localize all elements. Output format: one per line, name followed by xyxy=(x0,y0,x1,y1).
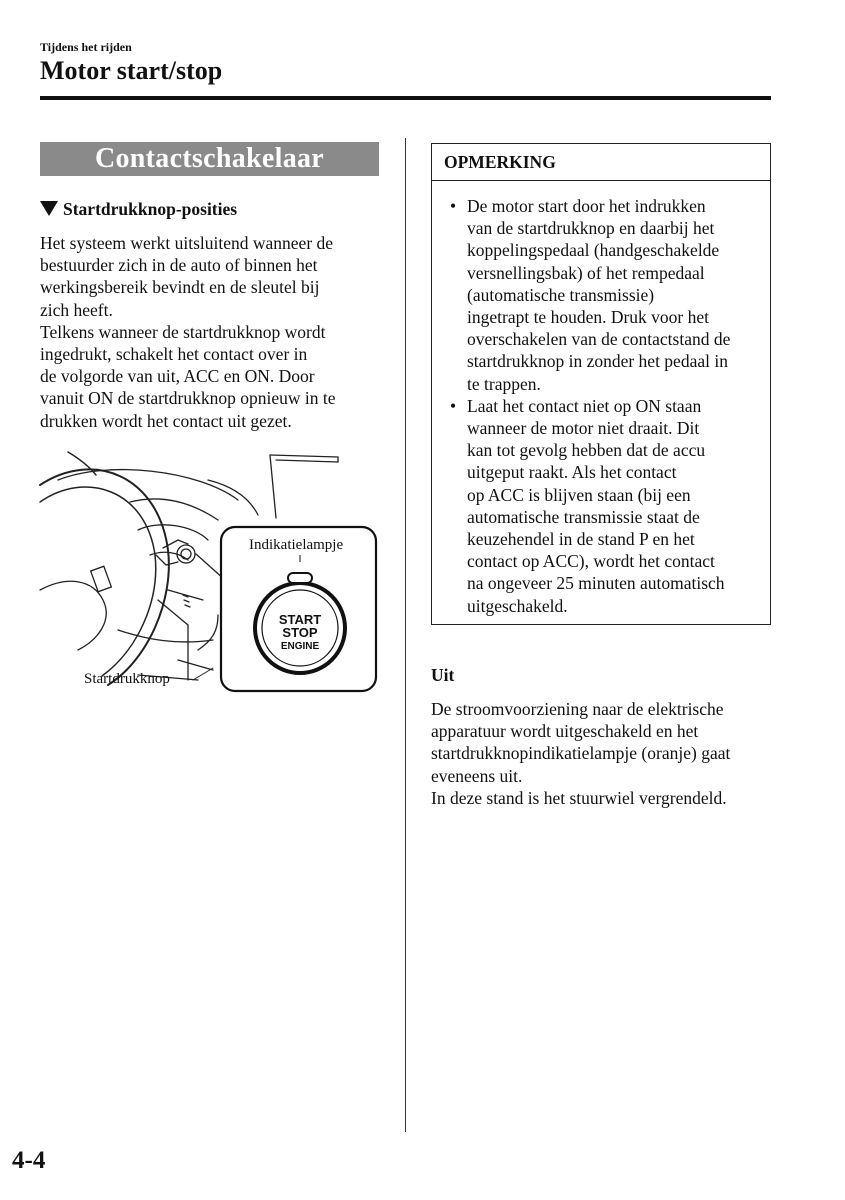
note-box xyxy=(431,143,771,625)
note-item xyxy=(448,395,766,617)
note-line: wanneer de motor niet draait. Dit xyxy=(467,418,700,439)
note-line: kan tot gevolg hebben dat de accu xyxy=(467,440,706,461)
paragraph-line: Het systeem werkt uitsluitend wanneer de xyxy=(40,233,334,253)
paragraph-line: bestuurder zich in de auto of binnen het xyxy=(40,255,318,276)
column-divider xyxy=(405,138,406,1132)
note-line: keuzehendel in de stand P en het xyxy=(467,529,695,550)
subheading xyxy=(40,199,237,220)
note-line: van de startdrukknop en daarbij het xyxy=(467,218,715,239)
note-line: overschakelen van de contactstand de xyxy=(467,329,731,350)
paragraph-line: eveneens uit. xyxy=(431,765,523,786)
paragraph-line: werkingsbereik bevindt en de sleutel bij xyxy=(40,277,320,298)
paragraph-line: De stroomvoorziening naar de elektrische xyxy=(431,699,724,719)
paragraph-line: zich heeft. xyxy=(40,299,113,320)
paragraph-line: apparatuur wordt uitgeschakeld en het xyxy=(431,721,699,742)
paragraph-line: startdrukknopindikatielampje (oranje) gaat xyxy=(431,743,731,764)
note-line: uitgeput raakt. Als het contact xyxy=(467,462,677,483)
paragraph-line: ingedrukt, schakelt het contact over in xyxy=(40,344,308,365)
note-header: OPMERKING xyxy=(432,144,770,181)
note-line: te trappen. xyxy=(467,373,541,394)
left-paragraph xyxy=(40,232,380,432)
bullet: • xyxy=(450,395,457,416)
note-item xyxy=(448,195,766,395)
note-line: (automatische transmissie) xyxy=(467,284,655,305)
bullet: • xyxy=(450,196,457,216)
note-line: koppelingspedaal (handgeschakelde xyxy=(467,240,720,261)
paragraph-line: vanuit ON de startdrukknop opnieuw in te xyxy=(40,388,336,409)
note-line: ingetrapt te houden. Druk voor het xyxy=(467,307,710,328)
note-line: automatische transmissie staat de xyxy=(467,506,700,527)
page-number: 4-4 xyxy=(12,1147,46,1174)
triangle-down-icon xyxy=(40,201,58,216)
paragraph-line: In deze stand is het stuurwiel vergrendeld. xyxy=(431,787,727,808)
paragraph-line: Telkens wanneer de startdrukknop wordt xyxy=(40,321,326,342)
note-line: contact op ACC), wordt het contact xyxy=(467,551,715,572)
note-line: versnellingsbak) of het rempedaal xyxy=(467,262,705,283)
breadcrumb: Tijdens het rijden xyxy=(40,40,132,54)
button-text-stop: STOP xyxy=(282,625,318,640)
note-line: De motor start door het indrukken xyxy=(467,196,706,216)
note-line: startdrukknop in zonder het pedaal in xyxy=(467,351,728,372)
indicator-label: Indikatielampje xyxy=(249,537,344,553)
right-paragraph xyxy=(431,698,776,809)
page-title: Motor start/stop xyxy=(40,56,223,85)
start-button-illustration xyxy=(38,440,383,700)
section-title: Contactschakelaar xyxy=(40,142,379,176)
note-list xyxy=(448,195,766,617)
uit-heading: Uit xyxy=(431,665,455,685)
note-line: uitgeschakeld. xyxy=(467,595,568,616)
start-button-label: Startdrukknop xyxy=(84,671,170,687)
paragraph-line: de volgorde van uit, ACC en ON. Door xyxy=(40,366,315,387)
subheading-label: Startdrukknop-posities xyxy=(63,199,238,219)
button-text-engine: ENGINE xyxy=(280,641,320,652)
note-line: na ongeveer 25 minuten automatisch xyxy=(467,573,725,594)
title-rule xyxy=(40,96,771,100)
note-line: op ACC is blijven staan (bij een xyxy=(467,484,691,505)
button-text-start: START xyxy=(278,612,322,627)
note-line: Laat het contact niet op ON staan xyxy=(467,395,702,416)
paragraph-line: drukken wordt het contact uit gezet. xyxy=(40,410,292,431)
